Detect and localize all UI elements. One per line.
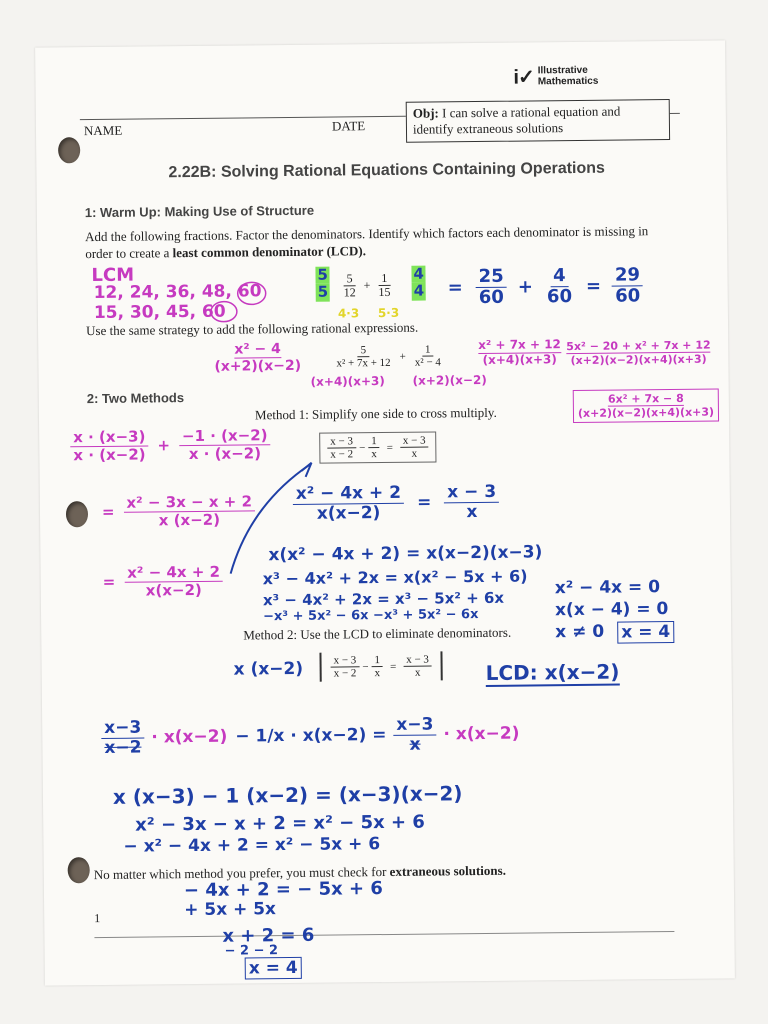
- date-label: DATE: [331, 118, 366, 134]
- fraction-1-over-difference: $\frac{1}{\text{x² − 4}}$: [414, 343, 441, 369]
- hw-m2-line8: − 2 − 2: [224, 943, 279, 959]
- rational-expression-sum: $\frac{5}{\text{x² + 7x + 12}}$ + $\frac{1}{\text{x² − 4}}$: [330, 343, 447, 369]
- hw-m1-step1: = $\frac{\text{x² − 3x − x + 2}}{x (x-2)}$: [102, 493, 258, 529]
- strategy-text: Use the same strategy to add the following rational expressions.: [85, 319, 419, 339]
- hw-purple-factor-1: (x+4)(x+3): [310, 373, 385, 389]
- im-logo-icon: i✓: [513, 66, 534, 89]
- hw-m2-line7: x + 2 = 6: [222, 924, 315, 947]
- hw-m1-solution-boxed: x = 4: [617, 621, 674, 644]
- hw-purple-fraction-2: x² + 7x + 12 (x+4)(x+3): [478, 337, 561, 367]
- hw-m2-solution-boxed: x = 4: [245, 957, 302, 980]
- hw-m2-line3: x² − 3x − x + 2 = x² − 5x + 6: [135, 811, 425, 836]
- name-label: NAME: [83, 122, 123, 139]
- hw-warmup-result: = $\frac{25}{60}$ + $\frac{4}{60}$ = $\frac{29}{60}$: [447, 265, 646, 308]
- hw-m2-line5: − 4x + 2 = − 5x + 6: [183, 878, 383, 902]
- hw-lcm-multiples-15: 15, 30, 45, 60: [93, 301, 226, 324]
- page-number: 1: [94, 911, 101, 926]
- hw-m1-solution-2: x(x − 4) = 0: [554, 599, 669, 621]
- eq-fraction-a: $\frac{x - 3}{x - 2}$: [327, 435, 356, 460]
- fraction-5-12: $\frac{5}{12}$: [343, 271, 356, 300]
- objective-text: I can solve a rational equation and identify extraneous solutions: [412, 103, 621, 137]
- logo-text-line1: Illustrative: [537, 64, 588, 77]
- hw-m1-line2: x³ − 4x² + 2x = x(x² − 5x + 6): [262, 566, 528, 589]
- eq2-fraction-b: $\frac{1}{x}$: [371, 654, 383, 679]
- worksheet-page: [35, 40, 735, 985]
- hw-green-factor-4: 4 4: [411, 266, 426, 301]
- warmup-instructions-text: Add the following fractions. Factor the denominators. Identify which factors each denominator is missing in order to create a: [85, 223, 649, 262]
- method1-label: Method 1: Simplify one side to cross multiply.: [254, 404, 497, 423]
- eq-fraction-c: $\frac{x - 3}{x}$: [400, 435, 429, 460]
- eq-fraction-b: $\frac{1}{x}$: [368, 435, 380, 460]
- hw-m2-line4: − x² − 4x + 2 = x² − 5x + 6: [123, 834, 381, 857]
- hw-purple-sum: 5x² − 20 + x² + 7x + 12 (x+2)(x−2)(x+4)(x+3): [566, 338, 711, 368]
- logo-text-line2: Mathematics: [537, 75, 599, 87]
- hw-m1-solution-3: x ≠ 0: [555, 621, 605, 643]
- hw-m1-cross-equation: $\frac{\text{x² − 4x + 2}}{x(x-2)}$ = $\frac{x - 3}{x}$: [290, 483, 503, 524]
- method2-label: Method 2: Use the LCD to eliminate denominators.: [243, 624, 512, 643]
- hw-purple-fraction-1: x² − 4 (x+2)(x−2): [214, 341, 302, 375]
- hw-yellow-factors-12: 4·3: [337, 306, 360, 321]
- hw-m2-line6: + 5x + 5x: [184, 899, 277, 921]
- objective-label: Obj:: [412, 105, 439, 121]
- warmup-instructions-bold: least common denominator (LCD).: [172, 243, 366, 261]
- method1-equation: $\frac{x - 3}{x - 2}$ − $\frac{1}{x}$ = $\frac{x - 3}{x}$: [319, 431, 437, 463]
- hw-m2-step1: $\frac{x-3}{x-2}$ · x(x−2) − 1/x · x(x−2) = $\frac{x-3}{x}$ · x(x−2): [98, 715, 519, 758]
- warmup-heading: 1: Warm Up: Making Use of Structure: [84, 202, 315, 221]
- hw-m1-solution-1: x² − 4x = 0: [554, 577, 661, 599]
- hw-m1-common-denominators: $\frac{x \cdot (x-3)}{x \cdot (x-2)}$ + $\frac{-1 \cdot (x-2)}{x \cdot (x-2)}$: [67, 427, 274, 463]
- hw-purple-final-boxed: 6x² + 7x − 8 (x+2)(x−2)(x+4)(x+3): [573, 388, 719, 423]
- warmup-fraction-sum: $\frac{5}{12}$ + $\frac{1}{15}$: [337, 272, 396, 300]
- hw-m1-line1: x(x² − 4x + 2) = x(x−2)(x−3): [268, 542, 543, 566]
- two-methods-heading: 2: Two Methods: [86, 390, 185, 407]
- hw-m1-line4: −x³ + 5x² − 6x −x³ + 5x² − 6x: [263, 607, 479, 625]
- page-title: 2.22B: Solving Rational Equations Containing Operations: [168, 159, 605, 182]
- hw-arrow-layer: [35, 40, 735, 985]
- hw-green-factor-5: 5 5: [315, 267, 330, 302]
- method2-equation: $\frac{x - 3}{x - 2}$ − $\frac{1}{x}$ = $\frac{x - 3}{x}$: [319, 651, 443, 681]
- hw-m1-step2: = $\frac{\text{x² − 4x + 2}}{x(x-2)}$: [103, 564, 227, 599]
- eq2-fraction-a: $\frac{x - 3}{x - 2}$: [330, 654, 359, 679]
- fraction-5-over-quadratic: $\frac{5}{\text{x² + 7x + 12}}$: [336, 344, 391, 370]
- hw-m1-line3: x³ − 4x² + 2x = x³ − 5x² + 6x: [262, 588, 505, 610]
- hw-m2-multiplier: x (x−2): [233, 658, 304, 680]
- hw-lcm-label: LCM: [91, 264, 135, 287]
- hw-circle-60-b: [211, 302, 237, 322]
- hw-m2-line2: x (x−3) − 1 (x−2) = (x−3)(x−2): [112, 781, 463, 809]
- hw-m2-lcd: LCD: x(x−2): [485, 659, 620, 685]
- fraction-1-15: $\frac{1}{15}$: [378, 270, 391, 300]
- hw-circle-60-a: [238, 282, 266, 304]
- hw-arrowhead: [301, 463, 311, 477]
- eq2-fraction-c: $\frac{x - 3}{x}$: [403, 654, 432, 679]
- closing-text: No matter which method you prefer, you must check for extraneous solutions.: [93, 862, 506, 883]
- hw-lcm-multiples-12: 12, 24, 36, 48, 60: [93, 281, 262, 304]
- hw-arrow-to-method1: [229, 465, 310, 574]
- hw-yellow-factors-15: 5·3: [377, 305, 400, 321]
- hw-purple-factor-2: (x+2)(x−2): [412, 372, 487, 388]
